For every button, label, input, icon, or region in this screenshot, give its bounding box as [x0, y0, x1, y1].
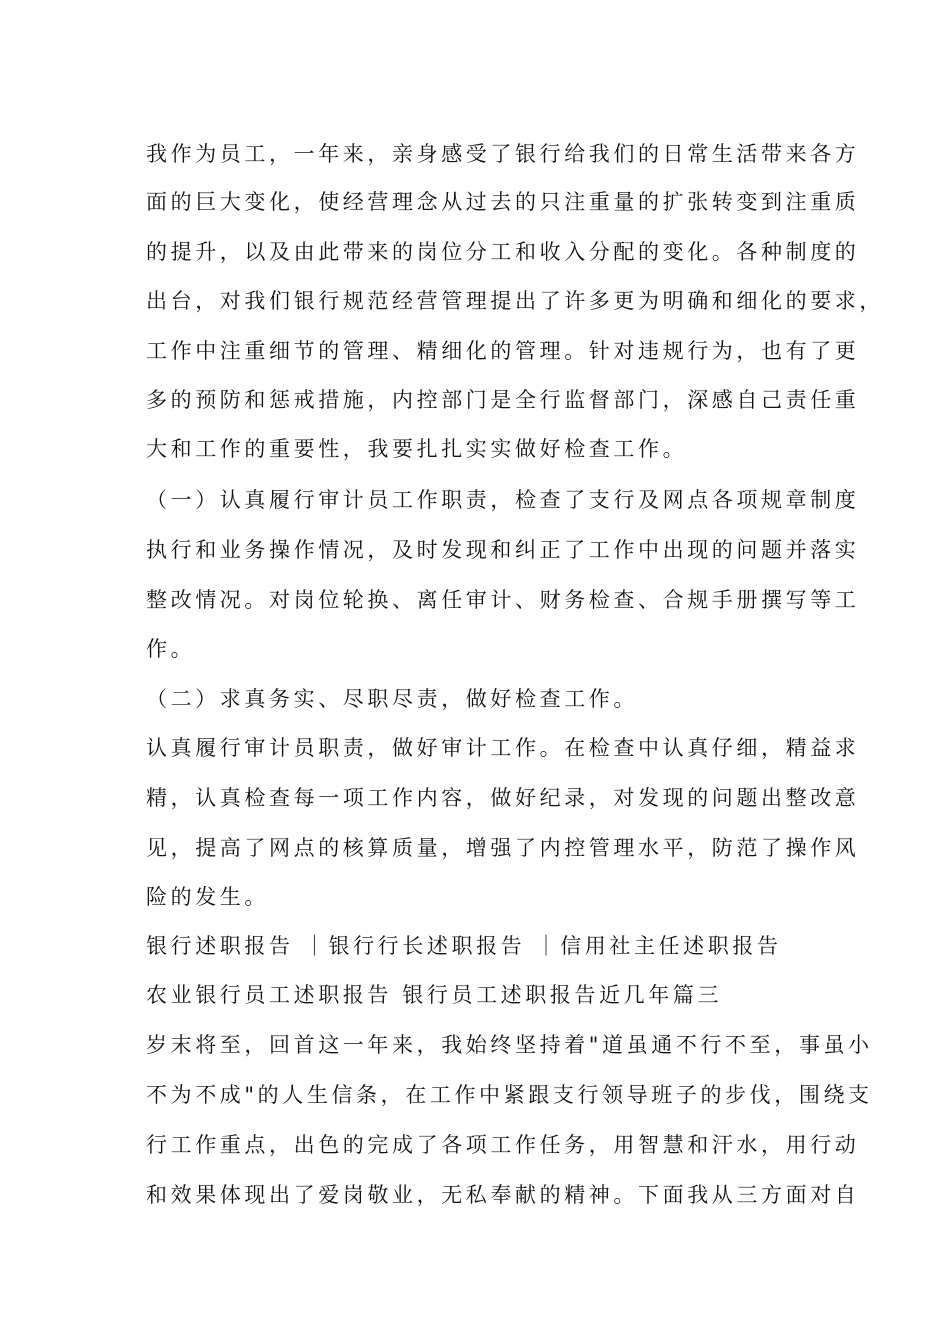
text-line-2: 面的巨大变化，使经营理念从过去的只注重量的扩张转变到注重质: [146, 190, 860, 214]
text-line-8: （一）认真履行审计员工作职责，检查了支行及网点各项规章制度: [146, 488, 860, 512]
text-line-10: 整改情况。对岗位轮换、离任审计、财务检查、合规手册撰写等工: [146, 588, 860, 612]
text-line-16: 险的发生。: [146, 885, 269, 909]
text-line-18: 农业银行员工述职报告 银行员工述职报告近几年篇三: [146, 983, 723, 1007]
text-line-20: 不为不成"的人生信条，在工作中紧跟支行领导班子的步伐，围绕支: [146, 1083, 873, 1107]
text-line-1: 我作为员工，一年来，亲身感受了银行给我们的日常生活带来各方: [146, 142, 860, 166]
text-line-7: 大和工作的重要性，我要扎扎实实做好检查工作。: [146, 437, 688, 461]
text-line-21: 行工作重点，出色的完成了各项工作任务，用智慧和汗水，用行动: [146, 1133, 860, 1157]
text-line-5: 工作中注重细节的管理、精细化的管理。针对违规行为，也有了更: [146, 339, 860, 363]
text-line-15: 见，提高了网点的核算质量，增强了内控管理水平，防范了操作风: [146, 836, 860, 860]
text-line-12: （二）求真务实、尽职尽责，做好检查工作。: [146, 687, 638, 711]
text-line-13: 认真履行审计员职责，做好审计工作。在检查中认真仔细，精益求: [146, 736, 860, 760]
text-line-14: 精，认真检查每一项工作内容，做好纪录，对发现的问题出整改意: [146, 786, 860, 810]
text-line-22: 和效果体现出了爱岗敬业，无私奉献的精神。下面我从三方面对自: [146, 1183, 860, 1207]
text-line-6: 多的预防和惩戒措施，内控部门是全行监督部门，深感自己责任重: [146, 388, 860, 412]
text-line-9: 执行和业务操作情况，及时发现和纠正了工作中出现的问题并落实: [146, 538, 860, 562]
text-line-11: 作。: [146, 637, 196, 661]
text-line-3: 的提升，以及由此带来的岗位分工和收入分配的变化。各种制度的: [146, 240, 860, 264]
text-line-19: 岁末将至，回首这一年来，我始终坚持着"道虽通不行不至，事虽小: [146, 1033, 873, 1057]
text-line-4: 出台，对我们银行规范经营管理提出了许多更为明确和细化的要求，: [146, 289, 884, 313]
text-line-17: 银行述职报告 ｜银行行长述职报告 ｜信用社主任述职报告: [146, 934, 782, 958]
